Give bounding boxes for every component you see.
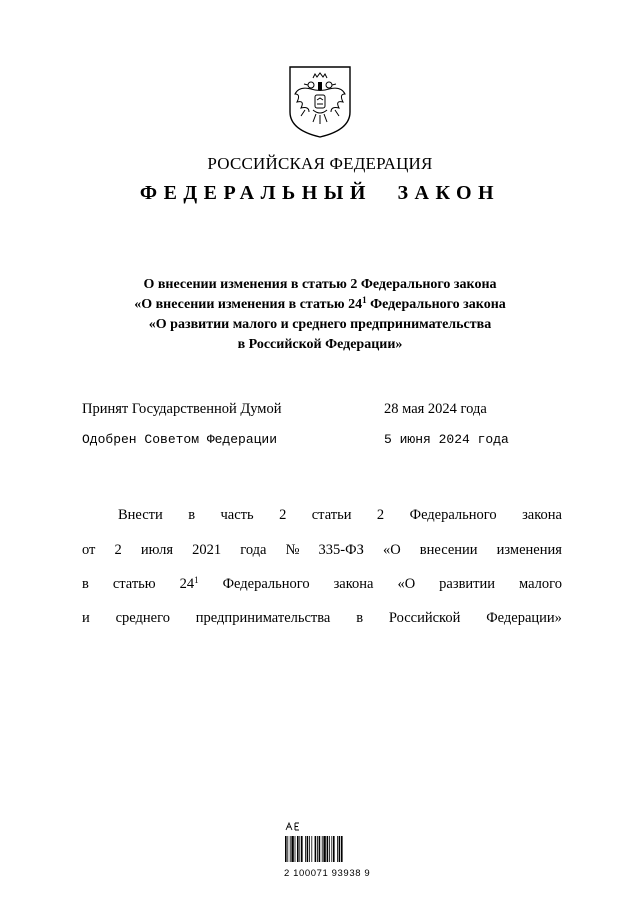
body-line: [82, 542, 562, 559]
barcode-bar: [285, 836, 287, 862]
barcode-bar: [329, 836, 330, 862]
council-approval-label: Одобрен Советом Федерации: [82, 432, 278, 447]
body-word: Федерального: [409, 507, 497, 523]
svg-text:АЕ: АЕ: [284, 821, 286, 822]
barcode-bar: [307, 836, 309, 862]
body-word: 335-ФЗ: [318, 542, 364, 558]
body-word: №: [285, 542, 300, 558]
barcode-number: 2 100071 93938 9: [284, 868, 371, 879]
body-word: июля: [140, 542, 174, 558]
coat-of-arms-emblem: [287, 64, 353, 140]
barcode-bar: [317, 836, 318, 862]
document-type-heading: ФЕДЕРАЛЬНЫЙ ЗАКОН: [139, 182, 501, 204]
barcode-bar: [311, 836, 312, 862]
barcode-bar: [327, 836, 329, 862]
body-word: закона: [522, 507, 562, 523]
barcode-bar: [341, 836, 343, 862]
body-word: изменения: [496, 542, 562, 558]
duma-adoption-label: Принят Государственной Думой: [82, 401, 282, 417]
barcode-bar: [331, 836, 332, 862]
body-word: в: [356, 610, 364, 626]
barcode-bar: [290, 836, 291, 862]
barcode-bar: [322, 836, 323, 862]
body-line: в статью $24^1$ Федерального закона «О развитии малого: [82, 575, 562, 592]
title-line: «О развитии малого и среднего предпринимательства: [148, 317, 492, 332]
body-word: 2: [279, 507, 287, 523]
law-title: [60, 275, 580, 355]
barcode-bar: [339, 836, 341, 862]
barcode-bars: [284, 836, 364, 862]
barcode-bar: [333, 836, 335, 862]
body-word: предпринимательства: [195, 610, 331, 626]
barcode-bar: [309, 836, 310, 862]
barcode-bar: [305, 836, 306, 862]
title-line: О внесении изменения в статью 2 Федерального закона: [143, 277, 497, 292]
barcode-bar: [301, 836, 303, 862]
body-word: Федерации»: [486, 610, 562, 626]
body-word: 2: [114, 542, 122, 558]
council-approval-date: 5 июня 2024 года: [384, 432, 509, 447]
body-word: и: [82, 610, 90, 626]
duma-adoption-date: 28 мая 2024 года: [384, 401, 487, 417]
body-line: [118, 507, 562, 524]
barcode-bar: [295, 836, 296, 862]
body-word: в: [188, 507, 196, 523]
barcode-bar: [299, 836, 300, 862]
barcode-bar: [323, 836, 325, 862]
body-word: среднего: [115, 610, 170, 626]
body-word: 2021: [192, 542, 222, 558]
body-word: внесении: [419, 542, 478, 558]
body-word: статьи: [311, 507, 352, 523]
country-heading: РОССИЙСКАЯ ФЕДЕРАЦИЯ: [207, 154, 433, 173]
barcode-bar: [291, 836, 293, 862]
barcode-bar: [297, 836, 299, 862]
body-word: от: [82, 542, 96, 558]
barcode-bar: [315, 836, 317, 862]
body-line: [82, 610, 562, 627]
handwritten-mark: [284, 821, 308, 831]
title-line: в Российской Федерации»: [237, 337, 403, 352]
body-word: Российской: [388, 610, 461, 626]
barcode-bar: [337, 836, 338, 862]
document-barcode: [284, 818, 371, 879]
barcode-bar: [287, 836, 288, 862]
barcode-bar: [319, 836, 321, 862]
body-word: «О: [382, 542, 401, 558]
body-word: Внести: [118, 507, 163, 523]
body-word: часть: [220, 507, 254, 523]
body-word: 2: [376, 507, 385, 523]
title-line: «О внесении изменения в статью $24^1$ Федерального закона: [134, 295, 506, 312]
body-word: года: [240, 542, 267, 558]
